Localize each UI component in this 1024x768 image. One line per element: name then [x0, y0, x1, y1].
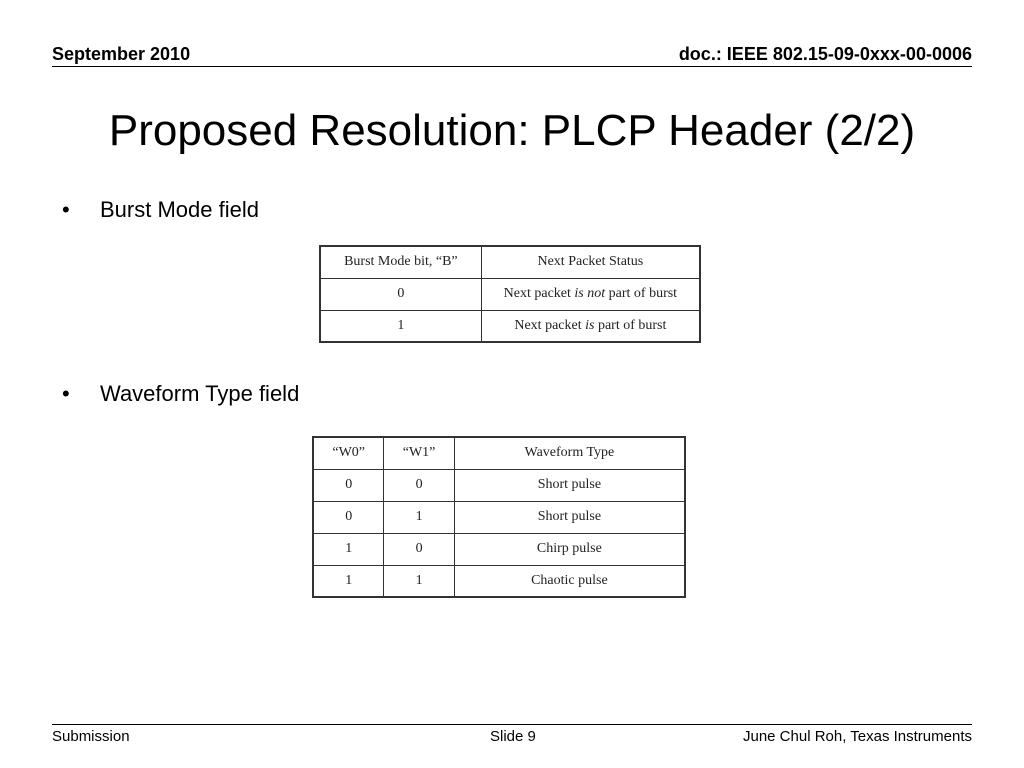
table-cell: 1: [384, 565, 454, 597]
cell-text: part of burst: [594, 317, 667, 333]
bullet-marker: •: [62, 381, 70, 406]
cell-text: part of burst: [605, 286, 678, 301]
table-row: [313, 565, 685, 597]
header-divider: [52, 66, 972, 67]
table-row: [320, 278, 700, 310]
table-header-cell: “W0”: [313, 437, 384, 469]
header-doc-id: doc.: IEEE 802.15-09-0xxx-00-0006: [678, 44, 972, 64]
table-cell: 0: [384, 469, 454, 501]
table-cell: 0: [320, 278, 481, 310]
burst-mode-table: [319, 245, 701, 343]
footer-submission: Submission: [52, 728, 130, 745]
table-header-cell: “W1”: [384, 437, 454, 469]
table-cell: Chirp pulse: [454, 533, 685, 565]
footer-slide-number: Slide 9: [490, 728, 536, 745]
table-cell: 0: [313, 469, 384, 501]
header-date: September 2010: [52, 44, 191, 64]
cell-text: Next packet: [514, 317, 586, 333]
footer-author: June Chul Roh, Texas Instruments: [742, 728, 972, 745]
table-cell: Chaotic pulse: [454, 565, 685, 597]
table-cell: Short pulse: [454, 469, 685, 501]
bullet-waveform-type: [62, 381, 299, 407]
table-row: [313, 533, 685, 565]
table-header-cell: Next Packet Status: [481, 246, 700, 278]
bullet-marker: •: [62, 197, 70, 222]
table-cell: [481, 310, 700, 342]
slide-title: Proposed Resolution: PLCP Header (2/2): [108, 106, 916, 155]
waveform-type-table: [312, 436, 686, 598]
table-header-cell: Waveform Type: [454, 437, 685, 469]
table-cell: 1: [313, 533, 384, 565]
table-header-cell: Burst Mode bit, “B”: [320, 246, 481, 278]
table-row: [313, 469, 685, 501]
table-row: [320, 310, 700, 342]
table-cell: 0: [384, 533, 454, 565]
table-cell: 0: [313, 501, 384, 533]
bullet-text: Waveform Type field: [100, 381, 300, 406]
cell-emphasis: is not: [574, 286, 606, 301]
cell-emphasis: is: [585, 317, 595, 333]
bullet-text: Burst Mode field: [100, 197, 259, 222]
table-header-row: [320, 246, 700, 278]
cell-text: Next packet: [503, 286, 575, 301]
table-cell: 1: [320, 310, 481, 342]
footer-divider: [52, 724, 972, 725]
table-cell: Short pulse: [454, 501, 685, 533]
table-cell: [481, 278, 700, 310]
table-cell: 1: [384, 501, 454, 533]
bullet-burst-mode: [62, 197, 259, 223]
table-cell: 1: [313, 565, 384, 597]
table-header-row: [313, 437, 685, 469]
table-row: [313, 501, 685, 533]
